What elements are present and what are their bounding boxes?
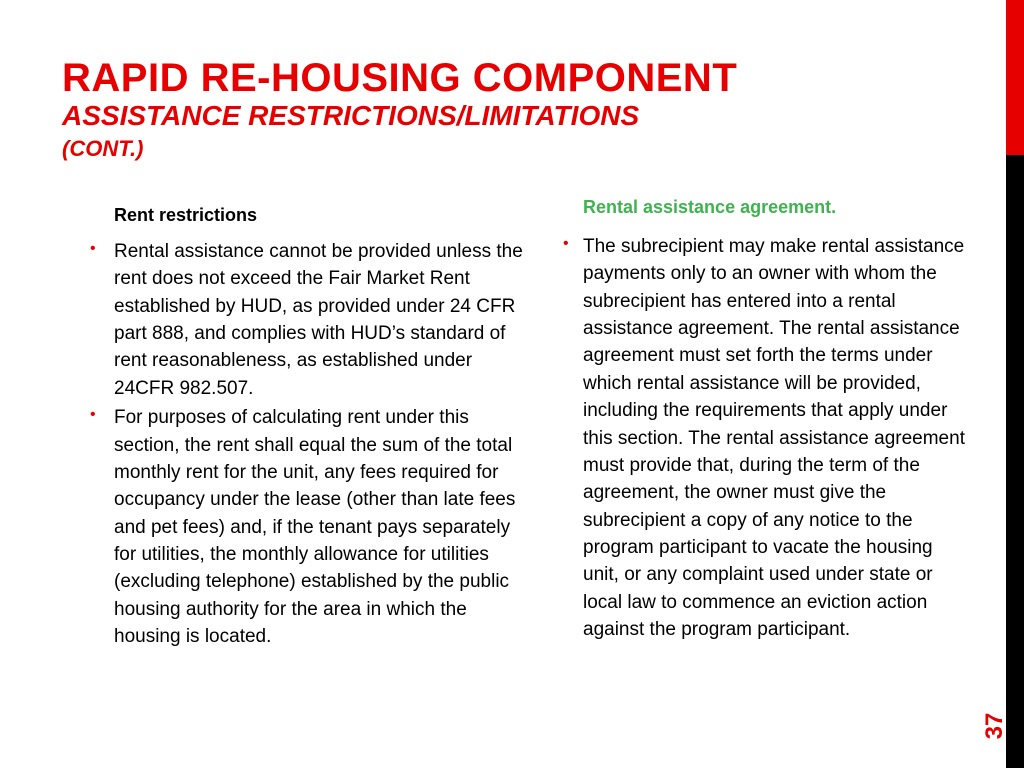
slide-title	[62, 58, 962, 160]
title-continued: (CONT.)	[62, 136, 144, 161]
edge-bar-black-segment	[1006, 155, 1024, 768]
bullet-icon: •	[90, 240, 96, 257]
left-bullet-item	[88, 238, 534, 402]
bullet-text: For purposes of calculating rent under this section, the rent shall equal the sum of the total monthly rent for the unit, any fees required for occupancy under the lease (other than late fees and pet fees) and, if the tenant pays separately for utilities, the monthly allowance for utilities (excluding telephone) established by the public housing authority for the area in which the housing is located.	[114, 407, 516, 648]
right-column-heading: Rental assistance agreement.	[583, 197, 837, 217]
right-column	[563, 194, 968, 645]
bullet-text: The subrecipient may make rental assistance payments only to an owner with whom the subrecipient has entered into a rental assistance agreement. The rental assistance agreement must set forth the terms under which rental assistance will be provided, including the requirements that apply under this section. The rental assistance agreement must provide that, during the term of the agreement, the owner must give the subrecipient a copy of any notice to the program participant to vacate the housing unit, or any complaint used under state or local law to commence an eviction action against the program participant.	[583, 236, 965, 641]
left-bullet-item	[88, 404, 534, 650]
right-edge-bar	[1006, 0, 1024, 768]
title-main: RAPID RE-HOUSING COMPONENT	[62, 56, 738, 100]
left-column	[88, 202, 534, 652]
bullet-icon: •	[563, 235, 569, 252]
edge-bar-red-segment	[1006, 0, 1024, 155]
left-bullet-list	[88, 238, 534, 650]
bullet-text: Rental assistance cannot be provided unless the rent does not exceed the Fair Market Rent established by HUD, as provided under 24 CFR part 888, and complies with HUD’s standard of rent reasonableness, as established under 24CFR 982.507.	[114, 241, 523, 399]
right-bullet-list	[563, 233, 968, 643]
title-subtitle: ASSISTANCE RESTRICTIONS/LIMITATIONS	[62, 100, 640, 131]
bullet-icon: •	[90, 406, 96, 424]
right-bullet-item	[563, 233, 968, 643]
left-column-heading: Rent restrictions	[114, 205, 258, 225]
slide-number: 37	[981, 712, 1008, 740]
